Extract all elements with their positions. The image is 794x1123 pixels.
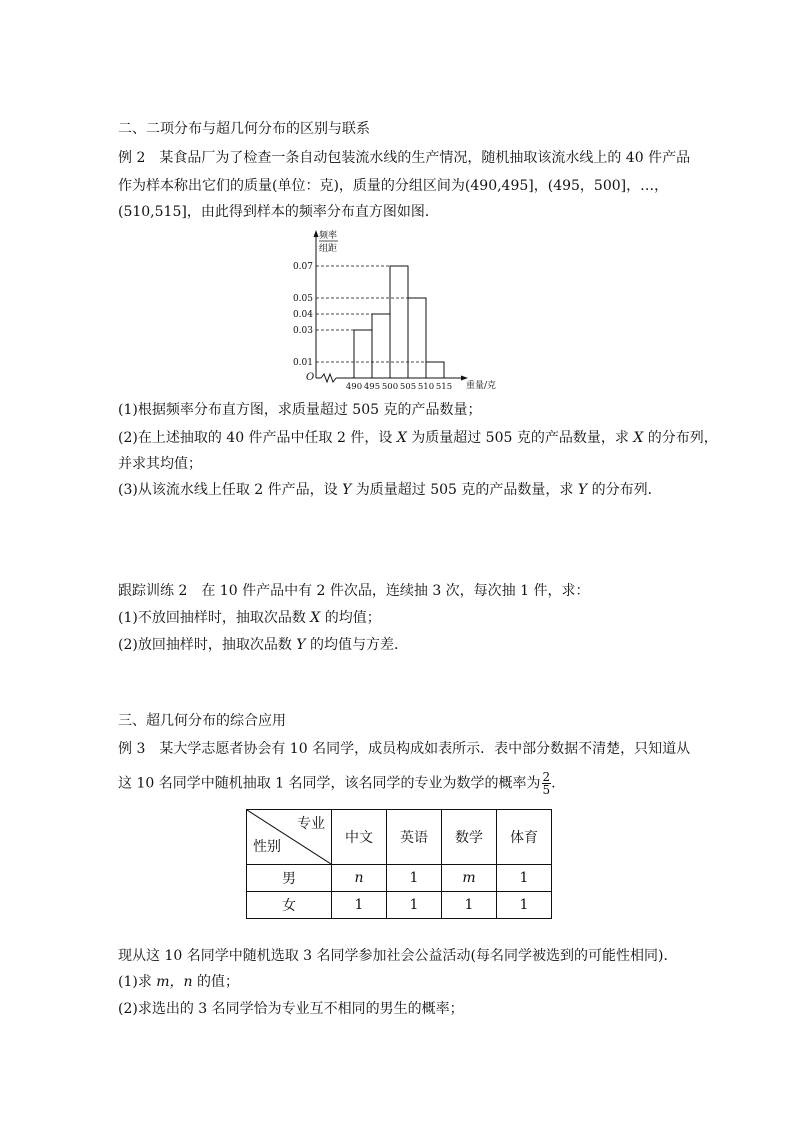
corner-top-label: 专业: [297, 816, 325, 832]
table-row-label: 女: [247, 892, 332, 919]
table-cell: 1: [497, 865, 552, 892]
example2-line3: (510,515]，由此得到样本的频率分布直方图如图．: [118, 204, 439, 220]
table-header-cell: 中文: [332, 810, 387, 865]
y-tick-label: 0.07: [292, 262, 313, 272]
table-header-cell: 体育: [497, 810, 552, 865]
origin-label: O: [306, 372, 315, 383]
x-axis-label: 重量/克: [466, 381, 497, 391]
x-tick-label: 510: [417, 382, 435, 392]
table-header-row: [247, 810, 552, 865]
example3-q1: (1)求 m，n 的值；: [118, 974, 240, 990]
example3-q2: (2)求选出的 3 名同学恰为专业互不相同的男生的概率；: [118, 1001, 464, 1017]
histogram-bar: [390, 266, 408, 378]
y-tick-label: 0.03: [292, 326, 313, 336]
table-cell: 1: [442, 892, 497, 919]
y-axis-arrow: [314, 230, 319, 237]
y-tick-label: 0.04: [292, 310, 313, 320]
y-tick-label: 0.05: [292, 294, 313, 304]
example2-line1: 例 2 某食品厂为了检查一条自动包装流水线的生产情况，随机抽取该流水线上的 40 件产品: [118, 150, 691, 166]
example3-line2: 这 10 名同学中随机抽取 1 名同学，该名同学的专业为数学的概率为 $\frac{2}{5}$ .: [118, 770, 556, 797]
table-cell: 1: [332, 892, 387, 919]
training2-line1: 跟踪训练 2 在 10 件产品中有 2 件次品，连续抽 3 次，每次抽 1 件，求：: [118, 583, 590, 599]
histogram-bar: [372, 314, 390, 378]
histogram-bar: [354, 330, 372, 378]
x-axis-arrow: [461, 376, 468, 381]
y-label-bottom: 组距: [319, 244, 338, 254]
histogram-bar: [426, 362, 444, 378]
table-cell: 1: [387, 892, 442, 919]
section-heading-2: 二、二项分布与超几何分布的区别与联系: [118, 121, 370, 137]
y-tick-label: 0.01: [292, 358, 313, 368]
corner-bottom-label: 性别: [253, 839, 281, 855]
table-row: [247, 865, 552, 892]
training2-q2: (2)放回抽样时，抽取次品数 Y 的均值与方差．: [118, 637, 408, 653]
probability-fraction: $\frac{2}{5}$: [542, 770, 551, 797]
x-tick-label: 495: [363, 382, 381, 392]
example2-q3: (3)从该流水线上任取 2 件产品，设 Y 为质量超过 505 克的产品数量，求 Y 的分布列．: [118, 482, 662, 498]
table-cell: 1: [497, 892, 552, 919]
frequency-histogram: [288, 226, 510, 394]
table-cell: 1: [387, 865, 442, 892]
x-tick-label: 500: [381, 382, 399, 392]
table-cell: n: [332, 865, 387, 892]
example3-after-table: 现从这 10 名同学中随机选取 3 名同学参加社会公益活动(每名同学被选到的可能性相同)．: [118, 948, 678, 964]
example3-line1: 例 3 某大学志愿者协会有 10 名同学，成员构成如表所示．表中部分数据不清楚，只知道从: [118, 741, 691, 757]
x-tick-label: 505: [399, 382, 417, 392]
table-cell: m: [442, 865, 497, 892]
table-header-cell: 数学: [442, 810, 497, 865]
table-row-label: 男: [247, 865, 332, 892]
y-label-top: 频率: [319, 231, 338, 241]
axis-break-icon: [321, 374, 336, 382]
table-header-cell: 英语: [387, 810, 442, 865]
example2-q2-cont: 并求其均值；: [118, 456, 202, 472]
section-heading-3: 三、超几何分布的综合应用: [118, 713, 286, 729]
training2-q1: (1)不放回抽样时，抽取次品数 X 的均值；: [118, 610, 381, 626]
example2-q1: (1)根据频率分布直方图，求质量超过 505 克的产品数量；: [118, 402, 482, 418]
example2-line2: 作为样本称出它们的质量(单位：克)，质量的分组区间为(490,495]，(495，500]，…，: [118, 178, 669, 194]
x-tick-label: 490: [345, 382, 363, 392]
x-tick-label: 515: [435, 382, 453, 392]
table-row: [247, 892, 552, 919]
table-corner-cell: [247, 810, 332, 865]
histogram-bar: [408, 298, 426, 378]
member-table: [246, 809, 552, 919]
example2-q2: (2)在上述抽取的 40 件产品中任取 2 件，设 X 为质量超过 505 克的产品数量，求 X 的分布列，: [118, 430, 718, 446]
